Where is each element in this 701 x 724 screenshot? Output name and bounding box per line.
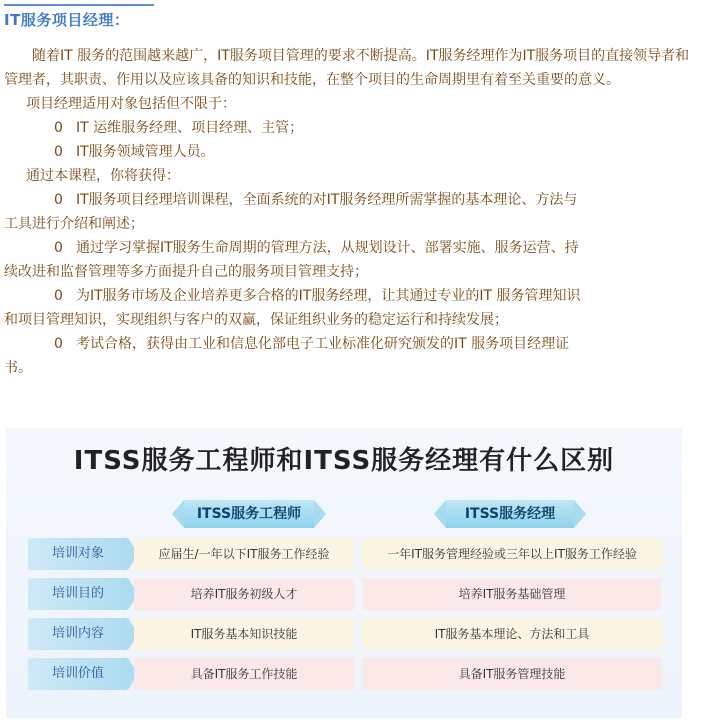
row-label: 培训目的 [28, 578, 128, 610]
gains-item-line: 0 通过学习掌握IT服务生命周期的管理方法，从规划设计、部署实施、服务运营、持 [4, 236, 694, 260]
gains-heading: 通过本课程，你将获得： [26, 168, 180, 184]
intro-paragraph: 随着IT 服务的范围越来越广，IT服务项目管理的要求不断提高。IT服务经理作为IT服务项目的直接领导者和管理者，其职责、作用以及应该具备的知识和技能，在整个项目的生命周期里有着至关重要的意义。 [4, 48, 690, 88]
bullet-mark: 0 [54, 120, 63, 136]
cell-engineer: 应届生/一年以下IT服务工作经验 [134, 538, 354, 570]
cell-manager: 培养IT服务基础管理 [362, 578, 662, 610]
gains-item-line: 0 考试合格，获得由工业和信息化部电子工业标准化研究颁发的IT 服务项目经理证 [4, 332, 694, 356]
section-title: IT服务项目经理： [4, 4, 154, 30]
bullet-mark: 0 [54, 288, 63, 304]
gains-item-line: 0 为IT服务市场及企业培养更多合格的IT服务经理，让其通过专业的IT 服务管理知识 [4, 284, 694, 308]
gains-item-line: 0 IT服务项目经理培训课程，全面系统的对IT服务经理所需掌握的基本理论、方法与 [4, 188, 694, 212]
row-label: 培训内容 [28, 618, 128, 650]
cell-manager: IT服务基本理论、方法和工具 [362, 618, 662, 650]
gains-item-continuation: 续改进和监督管理等多方面提升自己的服务项目管理支持； [4, 264, 368, 280]
row-label: 培训对象 [28, 538, 128, 570]
comparison-infographic [6, 428, 682, 718]
infographic-title: ITSS服务工程师和ITSS服务经理有什么区别 [73, 446, 615, 476]
bullet-mark: 0 [54, 192, 63, 208]
cell-engineer: 培养IT服务初级人才 [134, 578, 354, 610]
bullet-mark: 0 [54, 144, 63, 160]
audience-item: 0 IT 运维服务经理、项目经理、主管； [4, 116, 694, 140]
column-header-engineer: ITSS服务工程师 [184, 500, 314, 528]
bullet-mark: 0 [54, 240, 63, 256]
gains-item-continuation: 和项目管理知识，实现组织与客户的双赢，保证组织业务的稳定运行和持续发展； [4, 312, 508, 328]
bullet-mark: 0 [54, 336, 63, 352]
cell-manager: 一年IT服务管理经验或三年以上IT服务工作经验 [362, 538, 662, 570]
audience-heading: 项目经理适用对象包括但不限于： [26, 96, 236, 112]
row-label: 培训价值 [28, 658, 128, 690]
column-header-manager: ITSS服务经理 [446, 500, 574, 528]
cell-manager: 具备IT服务管理技能 [362, 658, 662, 690]
audience-item: 0 IT服务领域管理人员。 [4, 140, 694, 164]
cell-engineer: 具备IT服务工作技能 [134, 658, 354, 690]
gains-item-continuation: 书。 [4, 360, 32, 376]
article-body [4, 44, 694, 380]
cell-engineer: IT服务基本知识技能 [134, 618, 354, 650]
gains-item-continuation: 工具进行介绍和阐述； [4, 216, 144, 232]
